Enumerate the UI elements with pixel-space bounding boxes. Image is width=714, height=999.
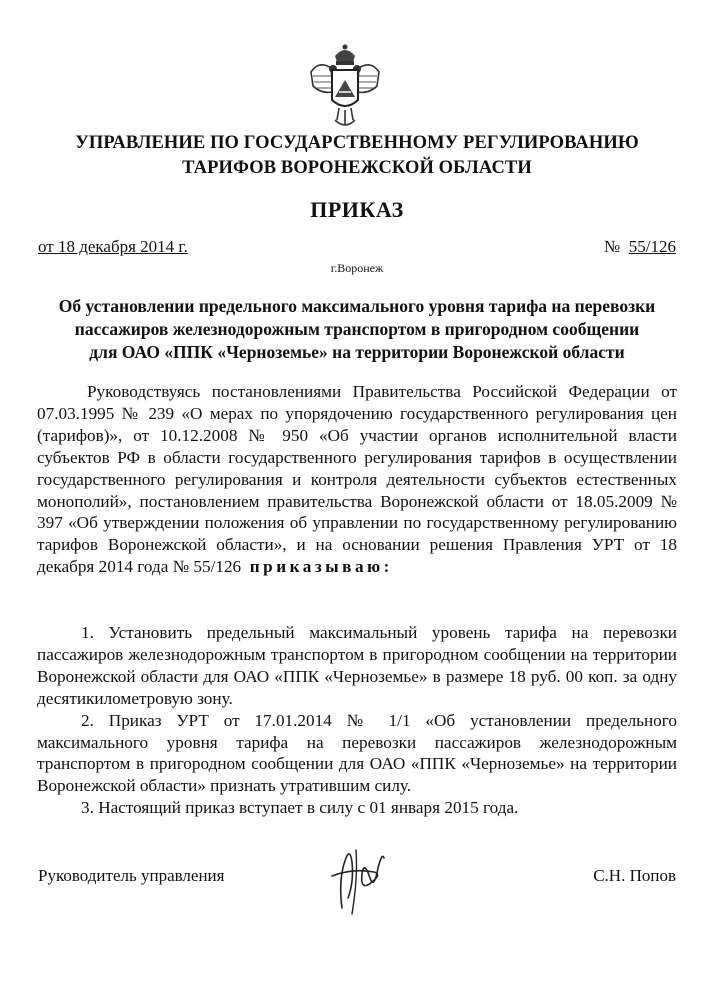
signatory-name: С.Н. Попов [593, 866, 676, 885]
preamble-text: Руководствуясь постановлениями Правительства Российской Федерации от 07.03.1995 № 239 «О мерах по упорядочению государственного регулирования цен (тарифов)», от 10.12.2008 № 950 «Об участии органов исполнительной власти субъектов РФ в области государственного регулирования тарифов в осуществлении государственного регулирования и контроля деятельности субъектов естественных монополий», постановлением правительства Воронежской области от 18.05.2009 № 397 «Об утверждении положения об управлении по государственному регулированию тарифов Воронежской области», и на основании решения Правления УРТ от 18 декабря 2014 года № 55/126 [37, 382, 677, 577]
issue-city: г.Воронеж [330, 261, 384, 275]
number-prefix: № [604, 237, 621, 256]
coat-of-arms-emblem [305, 42, 385, 132]
title-line-2: пассажиров железнодорожным транспортом в пригородном сообщении [74, 319, 640, 339]
order-item-1: 1. Установить предельный максимальный уровень тарифа на перевозки пассажиров железнодорожным транспортом в пригородном сообщении на территории Воронежской области для ОАО «ППК «Черноземье» в размере 18 руб. 00 коп. за одну десятикилометровую зону. [37, 623, 677, 708]
preamble-paragraph [37, 381, 677, 578]
title-line-1: Об установлении предельного максимального уровня тарифа на перевозки [58, 296, 656, 316]
document-title [30, 295, 684, 364]
org-line-2: ТАРИФОВ ВОРОНЕЖСКОЙ ОБЛАСТИ [182, 158, 532, 178]
title-line-3: для ОАО «ППК «Черноземье» на территории Воронежской области [89, 342, 625, 362]
date-prefix: от [38, 237, 54, 256]
document-type-heading: ПРИКАЗ [310, 197, 404, 222]
signatory-position: Руководитель управления [38, 866, 225, 885]
handwritten-signature [312, 838, 402, 918]
order-item-3: 3. Настоящий приказ вступает в силу с 01 января 2015 года. [81, 798, 519, 818]
document-date [38, 237, 188, 257]
order-item-2: 2. Приказ УРТ от 17.01.2014 № 1/1 «Об установлении предельного максимального уровня тарифа на перевозки пассажиров железнодорожным транспортом в пригородном сообщении для ОАО «ППК «Черноземье» на территории Воронежской области» признать утратившим силу. [37, 710, 677, 796]
order-items [37, 622, 677, 819]
document-number [604, 237, 676, 257]
date-value: 18 декабря 2014 г. [57, 237, 188, 256]
org-line-1: УПРАВЛЕНИЕ ПО ГОСУДАРСТВЕННОМУ РЕГУЛИРОВАНИЮ [75, 133, 639, 153]
issuing-authority [30, 131, 684, 181]
decree-word: приказываю: [249, 557, 393, 577]
number-value: 55/126 [628, 237, 676, 256]
